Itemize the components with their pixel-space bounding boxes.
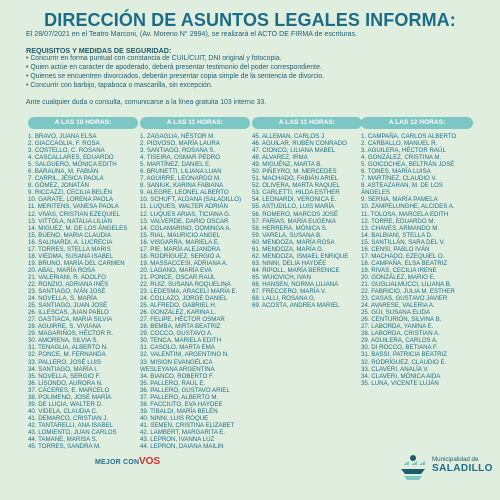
list-item: 1. CAMPAÑA, CARLOS ALBERTO [361,133,457,140]
list-item: 25. SANTIAGO, JUAN JOSÉ [28,302,108,310]
list-item: 32. RODRÍGUEZ, CLAUDIO E. [361,358,447,366]
list-item: 8. ASTEAZARAN, M. DE LOS [361,182,443,190]
list-item: 39. DE LUCIA, WALTER D. [28,400,103,408]
list-item: 44. TAMANE, MARISA S. [28,436,98,444]
list-item: 4. CASCALLARES, EDUARDO [28,154,114,162]
list-item: 9. RICCAZZI, CECILIA BELÉN [28,189,112,197]
list-item: 29. AGUILERA, CARLOS A. [361,337,438,345]
list-item: 24. NOVELLA, S. MARÍA [28,295,97,303]
list-item: 26. ILLESCAS, JUAN PABLO [28,309,109,317]
list-item: 20. ABAL, MARÍA ROSA [28,266,96,274]
list-item: 9. SERNA, MARÍA PAMELA [361,196,438,204]
list-item: 3. AGUILERA, HÉCTOR RAÚL [361,147,446,155]
list-item: 69. ACOSTA, ANDREA MARIEL [252,302,340,310]
list-item: 8. SANIUK, KARINA FABIANA [140,182,224,190]
list-item: 28. LABORDA, CRISTIAN A. [361,330,440,338]
requirement-item: • Quien actúe en carácter de apoderado, deberá presentar testimonio del poder correspondiente. [26,63,322,71]
list-item: 62. MENDOZA, ISMAEL ENRIQUE [252,252,349,260]
requirement-item: • Quienes se encuentren divorciados, deberán presentar copia simple de la sentencia de divorcio. [26,72,325,80]
schedule-column-10h [28,117,146,450]
list-item: 15. SANTILLÁN, SARA DEL V. [361,238,445,246]
schedule-time-badge: A LAS 11 HORAS: [252,117,362,129]
municipality-name [432,456,493,474]
list-item: 6. BRUNETTI, LILIANA LUAN [140,168,222,176]
list-item: 16. SALINARDI, A. LUCRECIA [28,238,113,246]
list-item: 13. VALVERDE, DARIO OSCAR [140,217,229,225]
list-item: 12. TORRE, EDUARDO M. [361,217,436,225]
requirement-item: • Concurrir con barbijo, tapaboca o mascarilla, sin excepción. [26,81,213,89]
list-item: 53. CARLETTI, HILDA ESTHER [252,189,340,197]
list-item: 35. PALLERO, RAÚL E. [140,379,206,387]
list-item: 30. DI ROCCO, BETIANA F. [361,344,438,352]
list-item: 6. TONES, MARÍA LUISA [361,168,431,176]
schedule-time-badge: A LAS 12 HORAS: [361,117,473,129]
list-item: 48. ALVAREZ, IRMA [252,154,308,162]
schedule-time-badge: A LAS 10 HORAS: [28,117,138,129]
list-item: 9. ALEGRE, LEONEL ALBERTO [140,189,229,197]
list-item: 14. COLAMARINO, DOMINGA A. [140,224,232,232]
schedule-column-11h-b [252,117,374,309]
list-item: 59. VARELA, SUSANA B. [252,231,322,239]
list-item: 49. MIGUÉNZ, MARTA B. [252,161,323,169]
list-item: 24. COLLAZO, JORGE DANIEL [140,295,228,303]
list-item: 33. CLAVERI, ANALÍA V. [361,365,429,373]
list-item: 45. TORRES, SANDRA M. [28,443,101,451]
list-item: 19. RIVAS, CECILIA IRENE [361,266,437,274]
list-item: 14. BALBIANI, STELLA D. [361,231,433,239]
list-item: 34. SANTIAGO, MARÍA I. [28,365,98,373]
list-item: 63. NINNI, DELIA HAYDÉE [252,259,327,267]
list-item: 41. DEMARCO, CRISTIAN J. [28,414,109,422]
page-title: DIRECCIÓN DE ASUNTOS LEGALES INFORMA: [44,10,456,30]
list-item: 17. TORRES, STELLA MARIS [28,245,111,253]
list-item: 31. TENAGLIA, ALBERTO N. [28,344,108,352]
list-item: 11. TOLOSA, MARCELA EDITH [361,210,449,218]
list-item: 1. BRAVO, JUANA ELSA [28,133,97,140]
list-item: 30. AMORENA, SILVIA S. [28,337,99,345]
municipality-logo [396,442,492,490]
list-item: 26. CENTURIÓN, SILVINA B. [361,316,442,324]
municipality-emblem-icon [396,450,430,484]
list-item: WESLEYANA ARGENTINA [140,365,215,373]
list-item: 34. BIANCO, ROBERTO F. [140,372,214,380]
list-item: 22. RONZIO, ADRIANA INÉS [28,280,109,288]
requirements-list [26,55,486,91]
list-item: 7. AGUIRRE, LEONARDO M. [140,175,221,183]
list-item: 35. NOVELLA, SERGIO F. [28,372,101,380]
list-item: 38. FACCIUTO, EVA HAYDEE [140,400,223,408]
list-item: 14. MIGUEZ, M. DE LOS ÁNGELES [28,224,128,232]
list-item: 6. BARAUNA, M. FABIÁN [28,168,99,176]
list-item: 16. CENSI, PABLO IVÁN [361,245,430,253]
list-item: 27. GASTIACA, MARIA SILVIA [28,316,113,324]
list-item: 45. ALLEMAN, CARLOS J. [252,133,326,140]
list-item: 50. PIÑEYRO, M. MERCEDES [252,168,337,176]
list-item: 22. FABRICIO, JULIA M. ESTHER [361,288,455,296]
list-item: 37. PALLERO, ALBERTO M. [140,393,219,401]
schedule-column-12h [361,117,487,387]
list-item: 40. NINNI, LUIS ROQUE [140,414,209,422]
list-item: 12. VIVAS, CRISTIAN EZEQUIEL [28,210,121,218]
slogan-highlight: VOS [139,456,161,467]
list-item: 36. LISONDO, AURORA N. [28,379,103,387]
list-item: 31. CASOLO, MARTA EMA [140,344,215,352]
list-item: 22. RUIZ, SUSANA ROQUELINA [140,280,231,288]
list-item: 57. FARÍAS, MARÍA EUGENIA [252,217,336,225]
schedule-time-badge: A LAS 11 HORAS: [140,117,250,129]
list-item: 32. VALENTINI, ARGENTINO N. [140,351,229,359]
list-item: 29. COCCO, GUSTAVO A. [140,330,213,338]
list-item: 25. GÜI, SUSANA ELIDA [361,309,430,317]
slogan-text: MEJOR CON [95,459,140,466]
list-item: 66. HANSEN, NORMA LILIANA [252,280,339,288]
list-item: 42. LAMBERT, MARGARITA E. [140,428,226,436]
list-item: 64. RIPOLL, MARÍA BERENICE [252,266,340,274]
list-item: 34. CLAVERI, MÓNICA AIDA [361,372,441,380]
list-item: 15. RIAL, MAURICIO ANGEL [140,231,221,239]
list-item: 7. CARRIL, JÉSICA PAOLA [28,175,104,183]
list-item: 18. CAMPAÑA, ELSA BEATRIZ [361,259,448,267]
list-item: 15. BUENO, MARIA CLAUDIA [28,231,111,239]
list-item: 5. GOICOCHEA, BELTRÁN JOSÉ [361,161,455,169]
list-item: 16. VISGARRA, MARIELA E. [140,238,220,246]
list-item: 29. MAGARIÑOS, HÉCTOR R. [28,330,113,338]
list-item: 23. CASAS, GUSTAVO JAVIER [361,295,448,303]
list-item: 36. PALLERO, GUSTAVO ARIEL [140,386,230,394]
list-item: 32. PONCE, M. FERNANDA [28,351,106,359]
list-item: 3. SANTIAGO, ROSANA S. [140,147,216,155]
list-item: 2. CARBALLO, MANUEL R. [361,140,438,148]
list-item: 41. SEMEN, CRISTINA ELIZABET [140,421,235,429]
slogan-logo [95,453,185,473]
list-item: 40. VIDELA, CLAUDIA C. [28,407,98,415]
list-item: ÁNGELES [361,189,391,197]
list-item: 35. LUNA, VICENTE LUJÁN [361,379,439,387]
list-item: 61. MENDOZA, MARÍA G. [252,245,324,253]
list-item: 20. LAGANO, MARÍA EVA [140,266,212,274]
list-item: 56. ROMERO, MARCOS JOSÉ [252,210,338,218]
list-item: 31. BASSI, PATRICIA BEATRIZ [361,351,447,359]
list-item: 28. AGUIRRE, S. VIVIANA [28,323,102,331]
list-item: 60. MENDOZA, MARÍA ROSA [252,238,335,246]
list-item: 58. HERRERA, MÓNICA S. [252,224,328,232]
list-item: 5. SALGUERO, MÓNICA EDITH [28,161,117,169]
schedule-column-11h-a [140,117,260,450]
requirement-item: • Concurrir en forma puntual con constancia de CUIL/CUIT, DNI original y fotocopia. [26,55,282,62]
list-item: 43. LEPRON, IVANNA LUZ [140,436,215,444]
list-item: 33. MISION EVANGÉLICA [140,358,213,366]
list-item: 24. AVARESE, VALERIA A. [361,302,435,310]
list-item: 30. TENCA, MARIELA EDITH [140,337,222,345]
list-item: 44. LEPRON, DAIANA MAILIN [140,443,224,451]
list-item: 27. LABORDA, YANINA E. [361,323,434,331]
list-item: 10. SCHUFT, ALDANA (SALADILLO) [140,196,242,204]
list-item: 20. GONZÁLEZ, MARIO E. [361,273,436,281]
list-item: 19. BRUNO, MARÍA DEL CARMEN [28,259,125,267]
list-item: 39. TIBALDI, MARÍA BELÉN [140,407,218,415]
name-list [140,133,260,450]
list-item: 1. ZAGAGLIA, NÉSTOR M. [140,133,215,140]
list-item: 17. MACHADO, EZEQUIEL O. [361,252,445,260]
intro-line: El 28/07/2021 en el Teatro Marconi, (Av. Moreno N° 2994), se realizará el ACTO DE FIRMA de escrituras. [26,30,358,38]
consult-line: Ante cualquier duda o consulta, comunicarse a la línea gratuita 103 interno 33. [26,99,267,106]
list-item: 23. LEDESMA, ARACELI MARÍA E. [140,288,238,296]
list-item: 51. MACHADO, FABIÁN ARIEL [252,175,338,183]
name-list [28,133,146,450]
list-item: 11. LUQUES, WALTER ADRIÁN [140,203,228,211]
list-item: 13. CHAVES, ARMANDO M. [361,224,440,232]
list-item: 2. PIOVOSO, MARÍA LAURA [140,140,220,148]
list-item: 65. WUIOVICH, IVAN [252,273,311,281]
list-item: 26. GONZÁLEZ, KARINA L. [140,309,217,317]
list-item: 67. FRECCERO, MARÍA V. [252,288,327,296]
list-item: 43. LOMIENTO, JUAN CARLOS [28,428,117,436]
list-item: 10. ZAMPELUNGHE, ALCIDES A. [361,203,455,211]
list-item: 12. LUQUES ARIAS, TICIANA G. [140,210,231,218]
list-item: 37. CÁCERES, E. MARCELO [28,386,110,394]
list-item: 42. TANTARELLI, ANA ISABEL [28,421,113,429]
list-item: 8. GÓMEZ, JONATÁN [28,182,89,190]
list-item: 21. VALERIANI, R. ADOLFO [28,273,107,281]
list-item: 52. OLIVERA, MARTA RAQUEL [252,182,340,190]
list-item: 46. AGUILAR, RUBÉN CONRADO [252,140,347,148]
list-item: 68. LALLI, ROSANA G. [252,295,316,303]
list-item: 4. TISEIRA, OSMAR PEDRO [140,154,221,162]
list-item: 55. ASTUDILLO, LUIS MARÍA [252,203,335,211]
list-item: 21. PONCE, OSCAR RAÚL [140,273,216,281]
list-item: 18. VIEDMA, SUSANA ISABEL [28,252,114,260]
requirements-title: REQUISITOS Y MEDIDAS DE SEGURIDAD: [26,46,172,55]
list-item: 11. MERITENS, VANESA PAOLA [28,203,119,211]
list-item: 19. MASSACCESI, ADRIANA A. [140,259,228,267]
list-item: 13. VITTOLA, NATALIA LILIAN [28,217,112,225]
list-item: 21. GUGLIALMUCCI, LILIANA B. [361,280,452,288]
list-item: 47. CIONCO, LILIANA MABEL [252,147,336,155]
list-item: 17. PIE, MARÍA ALEJANDRA [140,245,221,253]
list-item: 3. COSTELLO, C. ROSANA [28,147,105,155]
name-list [252,133,374,309]
list-item: 7. MARTÍNEZ, CLAUDIO V. [361,175,437,183]
list-item: 28. BEMBA, MIRTA BEATRIZ [140,323,221,331]
list-item: 27. FELIPE, HÉCTOR OSMAR [140,316,225,324]
list-item: 18. RODRÍGUEZ, SERGIO A. [140,252,222,260]
list-item: 5. MARTÍNEZ, DANIEL E. [140,161,211,169]
list-item: 33. PALLERO, JOSÉ LUIS [28,358,101,366]
municipality-city: SALADILLO [432,463,493,474]
list-item: 23. SANTIAGO, IVÁN JOSÉ [28,288,106,296]
list-item: 10. GARATE, LORENA PAOLA [28,196,114,204]
list-item: 2. GIACCAGLIA, F. ROSA [28,140,100,148]
list-item: 4. GONZÁLEZ, CRISTINA M. [361,154,442,162]
municipality-label: Municipalidad de [432,456,479,463]
name-list [361,133,487,387]
list-item: 38. POLIMENO, JOSÉ MARÍA [28,393,112,401]
list-item: 54. LEONARDI, VERONICA E. [252,196,337,204]
list-item: 25. ALFREDO, GABRIEL H. [140,302,217,310]
